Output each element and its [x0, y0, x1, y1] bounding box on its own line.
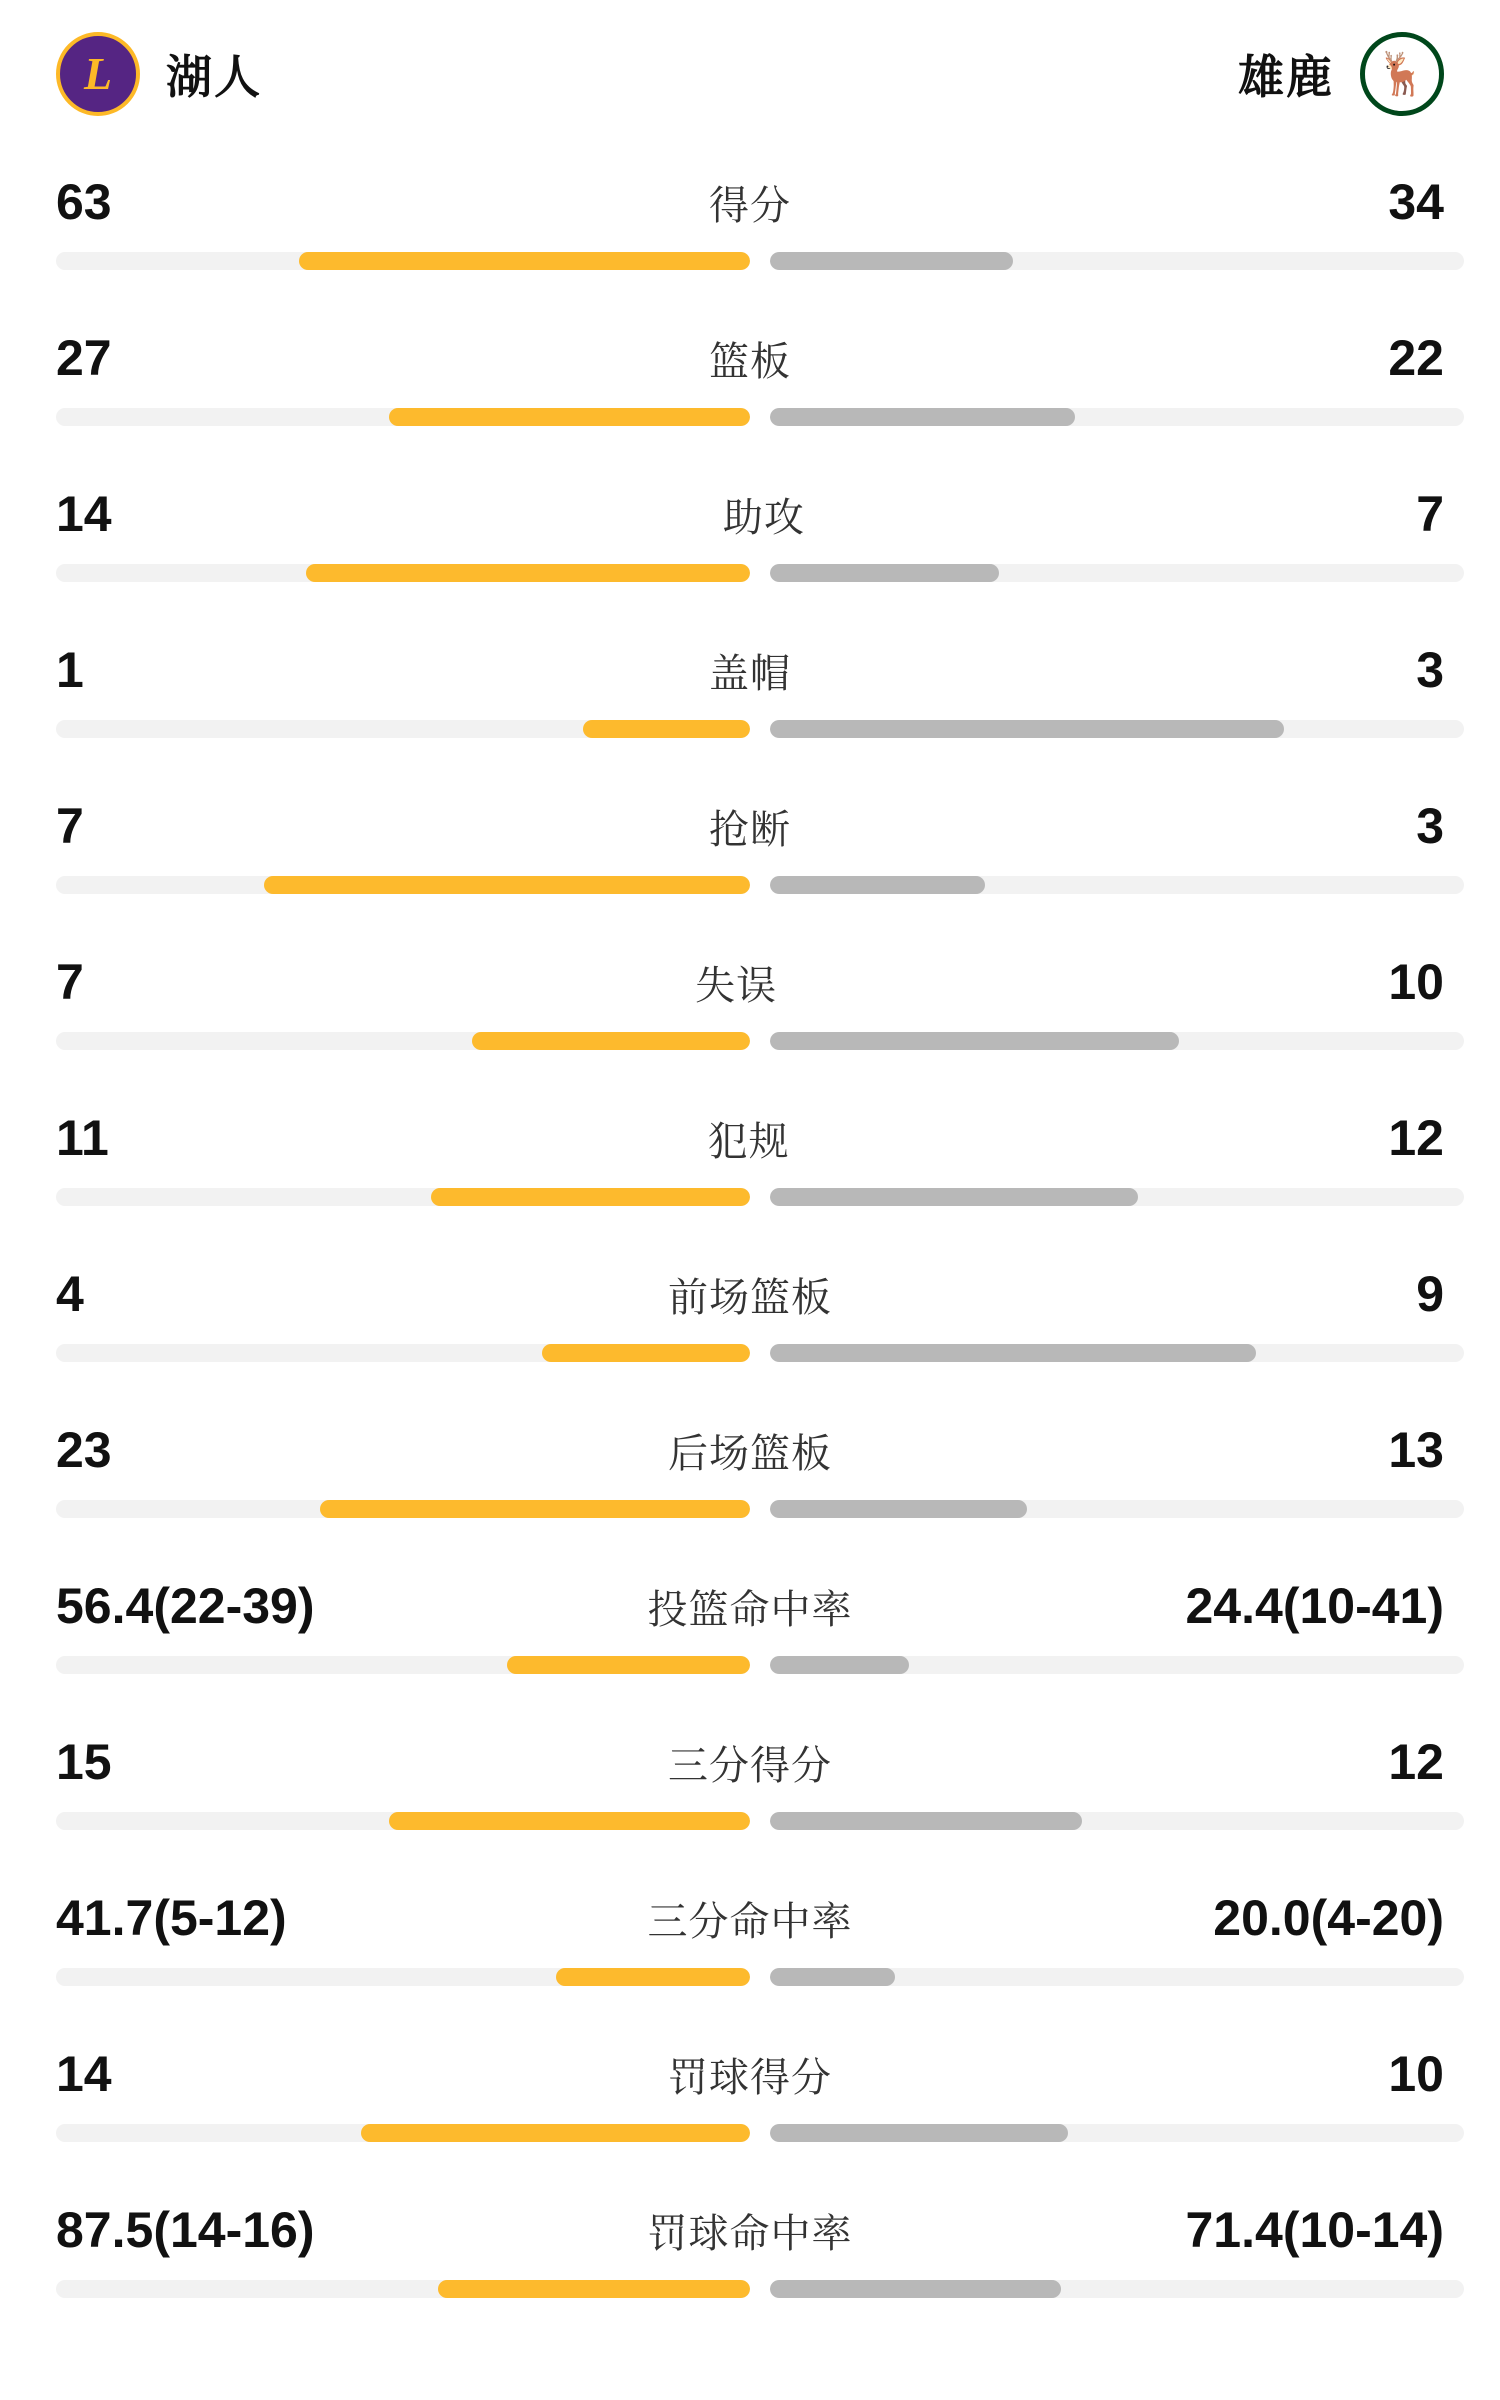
home-value: 14	[56, 486, 112, 542]
stat-values	[56, 1090, 1444, 1186]
away-value: 3	[1416, 798, 1444, 854]
stat-values	[56, 2182, 1444, 2278]
stat-values	[56, 466, 1444, 562]
home-bar-fill	[361, 2124, 750, 2142]
stat-label: 抢断	[709, 808, 791, 852]
home-bar-track	[56, 252, 750, 270]
stat-label: 三分命中率	[647, 1900, 853, 1944]
home-value: 56.4(22-39)	[56, 1578, 315, 1634]
lakers-logo-mark: L	[83, 48, 113, 99]
stat-row	[48, 2182, 1452, 2338]
home-value: 15	[56, 1734, 112, 1790]
stat-values	[56, 1870, 1444, 1966]
away-value: 12	[1388, 1734, 1444, 1790]
stat-values	[56, 1246, 1444, 1342]
home-bar-fill	[472, 1032, 750, 1050]
home-value: 63	[56, 174, 112, 230]
away-value: 34	[1388, 174, 1444, 230]
away-bar-fill	[770, 1032, 1179, 1050]
away-bar-fill	[770, 720, 1284, 738]
away-value: 10	[1388, 954, 1444, 1010]
away-bar-fill	[770, 1500, 1027, 1518]
home-bar-track	[56, 2280, 750, 2298]
stat-row	[48, 1714, 1452, 1870]
away-bar-track	[770, 876, 1464, 894]
stat-bars	[56, 1186, 1444, 1208]
home-value: 14	[56, 2046, 112, 2102]
stat-bars	[56, 1342, 1444, 1364]
home-value: 27	[56, 330, 112, 386]
away-bar-track	[770, 252, 1464, 270]
home-value: 11	[56, 1110, 109, 1166]
away-bar-fill	[770, 2280, 1061, 2298]
home-bar-fill	[556, 1968, 750, 1986]
stat-bars	[56, 406, 1444, 428]
home-value: 1	[56, 642, 84, 698]
home-bar-track	[56, 1500, 750, 1518]
home-bar-fill	[431, 1188, 750, 1206]
stat-values	[56, 2026, 1444, 2122]
home-bar-fill	[542, 1344, 750, 1362]
home-bar-fill	[507, 1656, 750, 1674]
home-bar-track	[56, 720, 750, 738]
away-bar-track	[770, 564, 1464, 582]
away-bar-track	[770, 1812, 1464, 1830]
away-value: 22	[1388, 330, 1444, 386]
away-bar-fill	[770, 252, 1013, 270]
stat-bars	[56, 2122, 1444, 2144]
home-value: 7	[56, 954, 84, 1010]
stat-label: 失误	[695, 964, 778, 1008]
home-value: 87.5(14-16)	[56, 2202, 315, 2258]
home-bar-fill	[320, 1500, 750, 1518]
home-bar-fill	[389, 408, 750, 426]
stat-values	[56, 154, 1444, 250]
away-bar-fill	[770, 2124, 1068, 2142]
home-bar-track	[56, 1188, 750, 1206]
away-team[interactable]	[1238, 32, 1444, 116]
stat-values	[56, 1558, 1444, 1654]
home-team[interactable]	[56, 32, 262, 116]
home-team-name: 湖人	[166, 51, 262, 103]
stat-row	[48, 466, 1452, 622]
home-bar-track	[56, 1968, 750, 1986]
stat-row	[48, 934, 1452, 1090]
stat-values	[56, 1402, 1444, 1498]
bucks-logo-icon	[1360, 32, 1444, 116]
stat-row	[48, 154, 1452, 310]
away-bar-track	[770, 1968, 1464, 1986]
home-bar-fill	[299, 252, 750, 270]
stat-bars	[56, 1966, 1444, 1988]
home-bar-fill	[306, 564, 750, 582]
stat-label: 助攻	[722, 496, 805, 540]
stat-bars	[56, 1030, 1444, 1052]
stat-values	[56, 778, 1444, 874]
stat-label: 投篮命中率	[647, 1588, 853, 1632]
away-bar-fill	[770, 1968, 895, 1986]
stat-values	[56, 1714, 1444, 1810]
home-bar-fill	[264, 876, 750, 894]
away-bar-fill	[770, 1656, 909, 1674]
away-value: 12	[1388, 1110, 1444, 1166]
stat-label: 罚球命中率	[647, 2212, 853, 2256]
away-team-name: 雄鹿	[1238, 51, 1334, 103]
away-bar-track	[770, 1188, 1464, 1206]
stat-rows	[48, 148, 1452, 2338]
stat-values	[56, 310, 1444, 406]
away-bar-track	[770, 2124, 1464, 2142]
away-value: 9	[1416, 1266, 1444, 1322]
stat-label: 后场篮板	[668, 1432, 832, 1476]
home-value: 7	[56, 798, 84, 854]
away-value: 10	[1388, 2046, 1444, 2102]
home-bar-fill	[583, 720, 750, 738]
home-bar-track	[56, 1812, 750, 1830]
stat-label: 篮板	[709, 340, 791, 384]
away-bar-track	[770, 408, 1464, 426]
away-value: 7	[1416, 486, 1444, 542]
away-bar-track	[770, 1500, 1464, 1518]
home-bar-track	[56, 1344, 750, 1362]
away-value: 3	[1416, 642, 1444, 698]
stat-row	[48, 1090, 1452, 1246]
home-bar-track	[56, 876, 750, 894]
stat-label: 盖帽	[709, 652, 791, 696]
stat-row	[48, 1246, 1452, 1402]
away-bar-track	[770, 1032, 1464, 1050]
stat-bars	[56, 1498, 1444, 1520]
stat-bars	[56, 250, 1444, 272]
away-bar-track	[770, 720, 1464, 738]
away-bar-fill	[770, 876, 985, 894]
lakers-logo-icon	[56, 32, 140, 116]
stat-bars	[56, 1654, 1444, 1676]
home-bar-track	[56, 564, 750, 582]
home-bar-track	[56, 1032, 750, 1050]
away-value: 24.4(10-41)	[1185, 1578, 1444, 1634]
home-value: 4	[56, 1266, 84, 1322]
home-bar-fill	[389, 1812, 750, 1830]
home-bar-track	[56, 2124, 750, 2142]
stat-label: 得分	[709, 184, 791, 228]
away-bar-fill	[770, 408, 1075, 426]
home-bar-fill	[438, 2280, 750, 2298]
stat-row	[48, 2026, 1452, 2182]
away-bar-track	[770, 1344, 1464, 1362]
away-bar-fill	[770, 1812, 1082, 1830]
stat-bars	[56, 718, 1444, 740]
stat-bars	[56, 874, 1444, 896]
bucks-logo-mark: 🦌	[1375, 50, 1429, 97]
stat-row	[48, 1402, 1452, 1558]
stat-label: 前场篮板	[668, 1276, 832, 1320]
stat-label: 罚球得分	[668, 2056, 832, 2100]
stat-bars	[56, 1810, 1444, 1832]
stat-row	[48, 778, 1452, 934]
stat-row	[48, 1558, 1452, 1714]
away-value: 13	[1388, 1422, 1444, 1478]
stat-row	[48, 1870, 1452, 2026]
away-bar-track	[770, 2280, 1464, 2298]
teams-header	[48, 0, 1452, 148]
stat-row	[48, 622, 1452, 778]
stat-bars	[56, 2278, 1444, 2300]
away-bar-fill	[770, 1344, 1256, 1362]
stat-values	[56, 622, 1444, 718]
home-bar-track	[56, 1656, 750, 1674]
away-bar-fill	[770, 1188, 1138, 1206]
stat-bars	[56, 562, 1444, 584]
home-value: 41.7(5-12)	[56, 1890, 287, 1946]
away-bar-fill	[770, 564, 999, 582]
stat-label: 三分得分	[668, 1744, 832, 1788]
stat-row	[48, 310, 1452, 466]
away-bar-track	[770, 1656, 1464, 1674]
stat-values	[56, 934, 1444, 1030]
away-value: 71.4(10-14)	[1185, 2202, 1444, 2258]
home-bar-track	[56, 408, 750, 426]
stat-label: 犯规	[707, 1120, 790, 1164]
away-value: 20.0(4-20)	[1213, 1890, 1444, 1946]
home-value: 23	[56, 1422, 112, 1478]
